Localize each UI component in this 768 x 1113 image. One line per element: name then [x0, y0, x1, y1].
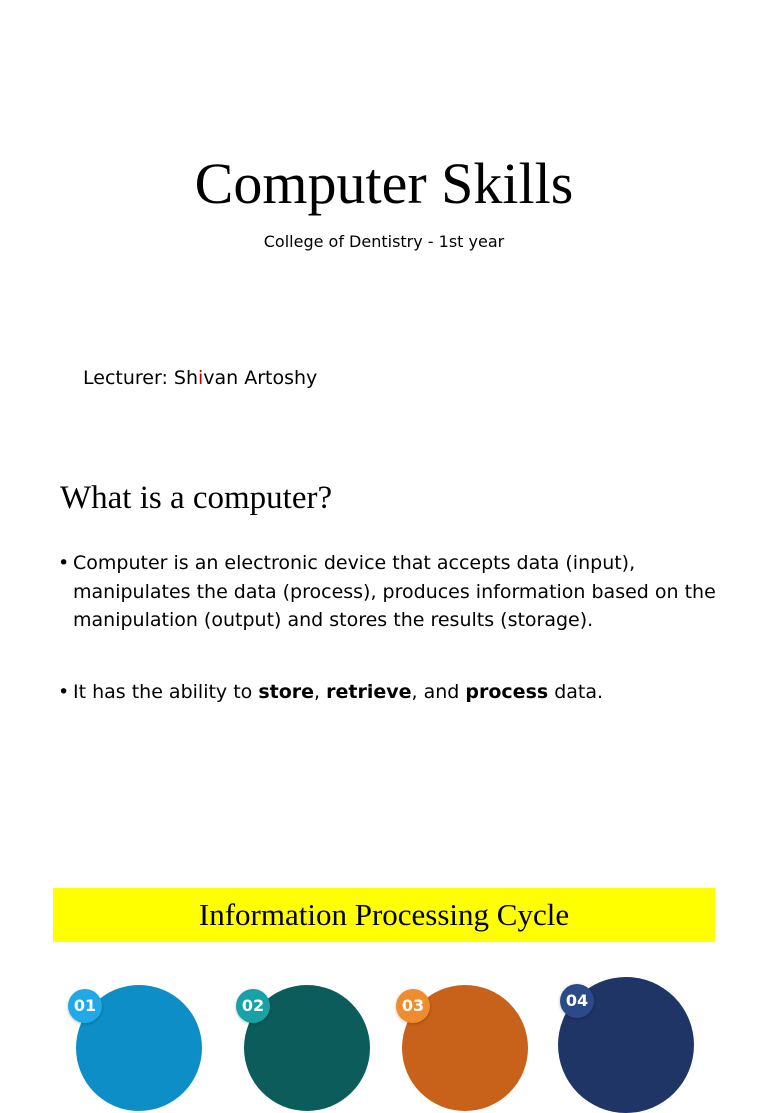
bullet-abilities: [58, 678, 738, 707]
bullet-abilities-text: [73, 678, 738, 707]
bullet-dot: •: [58, 681, 70, 703]
lecturer-text-start: Lecturer: Sh: [83, 367, 198, 389]
title-band: [53, 888, 715, 942]
slide-subtitle: College of Dentistry - 1st year: [263, 232, 505, 251]
text-run: , and: [411, 681, 466, 703]
lecturer-text-end: van Artoshy: [203, 367, 318, 389]
lecturer-highlight-letter: i: [197, 367, 204, 389]
bullet-definition-text: Computer is an electronic device that accepts data (input), manipulates the data (process), produces information based on the manipulation (output) and stores the results (storage).: [73, 552, 716, 631]
emphasis-store: store: [258, 681, 315, 703]
emphasis-retrieve: retrieve: [326, 681, 412, 703]
step-1-badge: 01: [68, 989, 102, 1023]
bullet-definition: [58, 549, 738, 635]
step-2-badge: 02: [236, 989, 270, 1023]
text-run: It has the ability to: [73, 681, 259, 703]
bullet-dot: •: [58, 552, 70, 574]
text-run: ,: [314, 681, 327, 703]
slide-title: Computer Skills: [194, 151, 574, 216]
band-title: Information Processing Cycle: [198, 897, 570, 932]
section-title: What is a computer?: [60, 480, 333, 516]
emphasis-process: process: [465, 681, 549, 703]
text-run: data.: [548, 681, 604, 703]
lecturer-line: [83, 364, 317, 392]
step-3-badge: 03: [396, 989, 430, 1023]
step-4-badge: 04: [560, 984, 594, 1018]
